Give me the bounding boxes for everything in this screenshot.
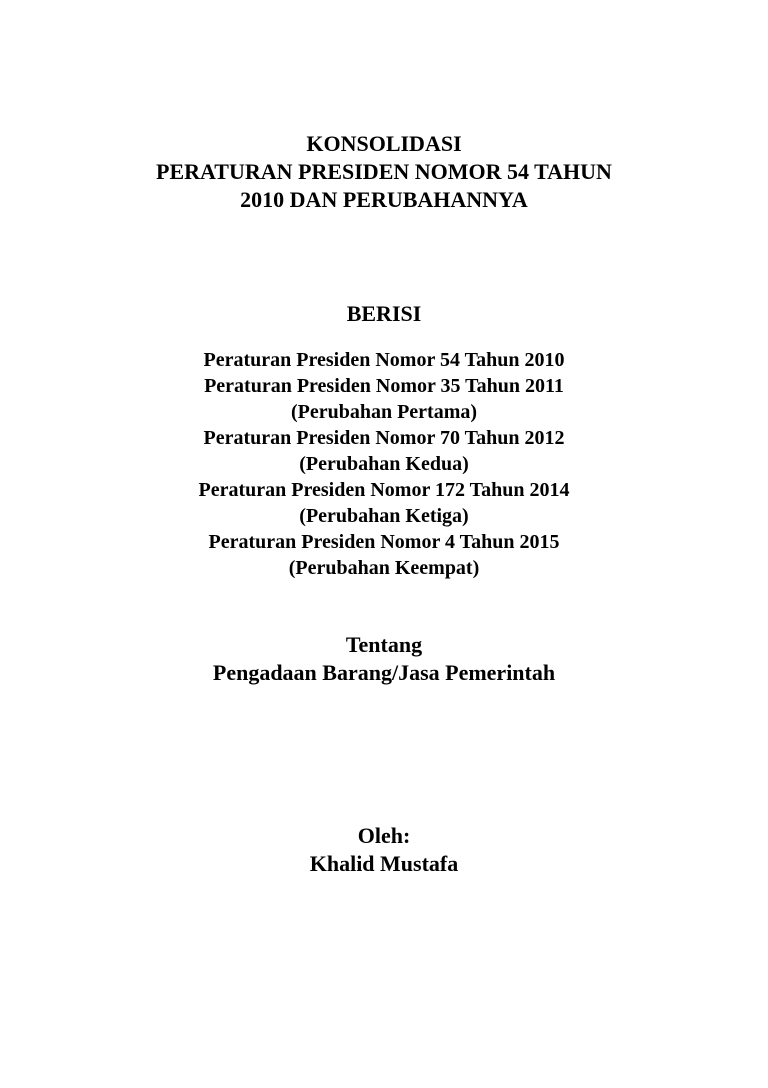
about-section (0, 631, 768, 687)
list-item: Peraturan Presiden Nomor 35 Tahun 2011 (204, 375, 564, 397)
document-title (0, 130, 768, 214)
list-item: (Perubahan Pertama) (290, 401, 478, 423)
author-section (0, 822, 768, 878)
list-item: (Perubahan Kedua) (299, 453, 469, 475)
list-item: (Perubahan Keempat) (288, 557, 480, 579)
title-line: KONSOLIDASI (306, 131, 462, 156)
list-item: Peraturan Presiden Nomor 54 Tahun 2010 (203, 349, 565, 371)
about-label: Tentang (345, 632, 423, 657)
contents-list (0, 347, 768, 581)
list-item: Peraturan Presiden Nomor 70 Tahun 2012 (203, 427, 565, 449)
list-item: Peraturan Presiden Nomor 4 Tahun 2015 (208, 531, 560, 553)
title-line: PERATURAN PRESIDEN NOMOR 54 TAHUN (156, 159, 612, 184)
contents-heading (0, 300, 768, 328)
list-item: (Perubahan Ketiga) (299, 505, 469, 527)
list-item: Peraturan Presiden Nomor 172 Tahun 2014 (198, 479, 570, 501)
title-line: 2010 DAN PERUBAHANNYA (240, 187, 528, 212)
author-label: Oleh: (357, 823, 411, 848)
author-name: Khalid Mustafa (309, 851, 459, 876)
about-subject: Pengadaan Barang/Jasa Pemerintah (212, 660, 556, 685)
contents-heading-text: BERISI (346, 301, 422, 326)
